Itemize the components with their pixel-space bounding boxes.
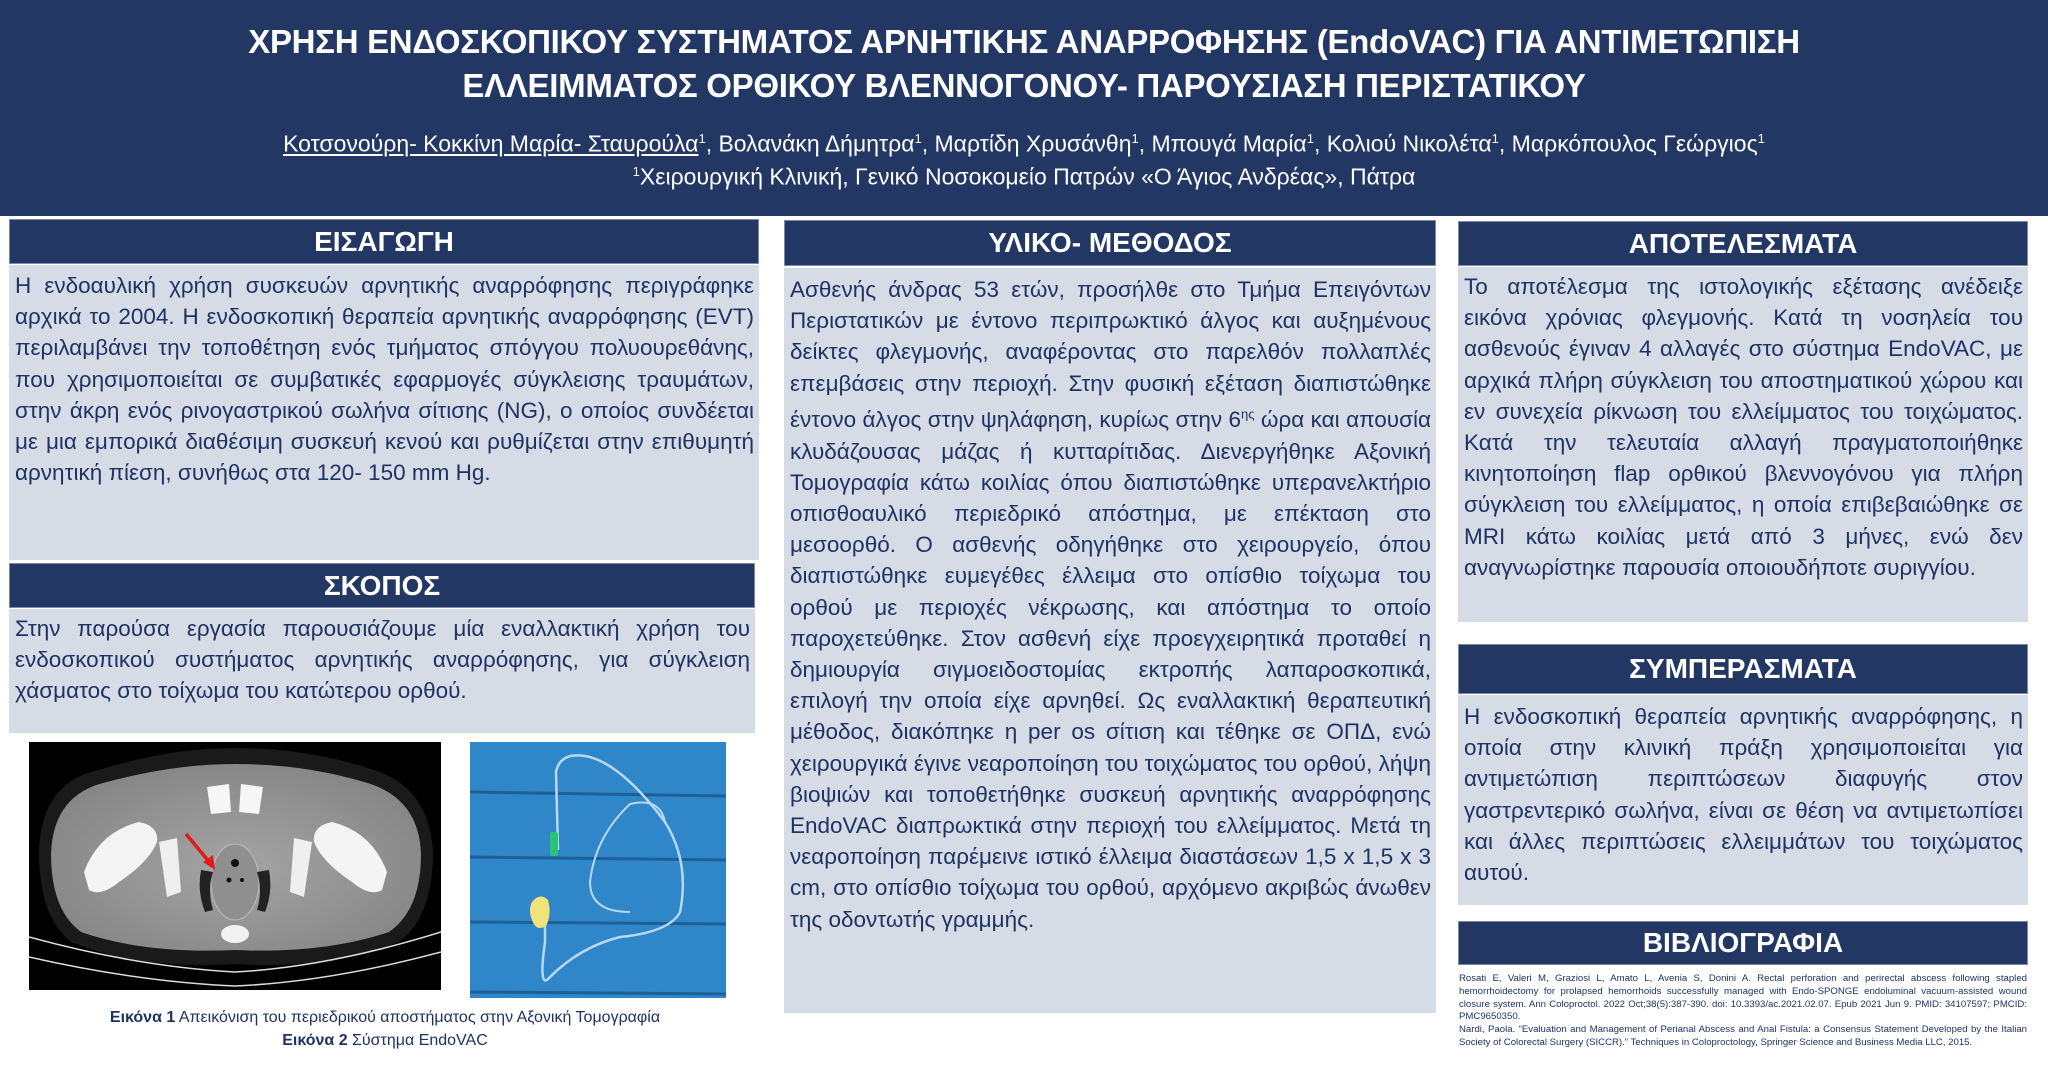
methods-heading-text: ΥΛΙΚΟ- ΜΕΘΟΔΟΣ — [988, 227, 1232, 258]
conclusions-heading-text: ΣΥΜΠΕΡΑΣΜΑΤΑ — [1629, 653, 1857, 684]
references-heading-text: ΒΙΒΛΙΟΓΡΑΦΙΑ — [1642, 927, 1844, 958]
figure-1-label: Εικόνα 1 — [109, 1009, 176, 1026]
author-affil-sup: 1 — [1131, 131, 1139, 146]
results-body — [1458, 267, 2028, 622]
conclusions-text: Η ενδοσκοπική θεραπεία αρνητικής αναρρόφησης, η οποία στην κλινική πράξη χρησιμοποιείται για αντιμετώπιση περιπτώσεων διαφυγής στον γαστρεντερικό σωλήνα, είναι σε θέση να αντιμετωπίσει και άλλες περιπτώσεις ελλειμμάτων του τοιχώματος αυτού. — [1464, 704, 2023, 886]
author-name: Μαρκόπουλος Γεώργιος — [1511, 130, 1758, 157]
methods-sup: ης — [1241, 406, 1255, 422]
author-separator: , — [1498, 130, 1512, 157]
ct-rectum — [211, 844, 259, 920]
conclusions-body — [1458, 695, 2028, 905]
ct-coccyx — [221, 925, 249, 943]
methods-text — [790, 277, 1431, 932]
figure-2-label: Εικόνα 2 — [282, 1032, 348, 1049]
intro-heading — [9, 219, 759, 264]
results-heading — [1458, 221, 2028, 266]
affiliation — [0, 157, 2048, 192]
author-affil-sup: 1 — [914, 131, 922, 146]
aim-body — [9, 609, 755, 733]
ct-scan-image — [29, 742, 441, 990]
figure-ct-scan — [29, 742, 441, 990]
author-affil-sup: 1 — [698, 131, 706, 146]
methods-body — [784, 268, 1436, 1013]
aim-text: Στην παρούσα εργασία παρουσιάζουμε μία εναλλακτική χρήση του ενδοσκοπικού συστήματος αρνητικής αναρρόφησης, για σύγκλειση χάσματος στο τοίχωμα του κατώτερου ορθού. — [15, 616, 750, 704]
reference-item: Nardi, Paola. “Evaluation and Management of Perianal Abscess and Anal Fistula: a Consensus Statement Developed by the Italian Society of Colorectal Surgery (SICCR).” Techniques in Coloproctology, Springer Science and Business Media LLC, 2015. — [1459, 1024, 2027, 1048]
results-text: Το αποτέλεσμα της ιστολογικής εξέτασης ανέδειξε εικόνα χρόνιας φλεγμονής. Κατά τη νοσηλεία του ασθενούς έγιναν 4 αλλαγές στο σύστημα EndoVAC, με αρχικά πλήρη σύγκλειση του αποστηματικού χώρου και εν συνεχεία ρίκνωση του ελλείμματος του τοιχώματος. Κατά την τελευταία αλλαγή πραγματοποιήθηκε κινητοποίηση flap ορθικού βλεννογόνου για πλήρη σύγκλειση του ελλείμματος, η οποία επιβεβαιώθηκε σε MRI κάτω κοιλίας μετά από 3 μήνες, ενώ δεν αναγνωρίστηκε παρουσία οποιουδήποτε συριγγίου. — [1464, 274, 2023, 580]
author-separator: , — [1313, 130, 1327, 157]
figure-1-caption-text: Απεικόνιση του περιεδρικού αποστήματος στην Αξονική Τομογραφία — [175, 1009, 661, 1026]
author-separator: , — [705, 130, 719, 157]
endovac-photo-image — [470, 742, 726, 998]
conclusions-heading — [1458, 644, 2028, 694]
intro-text: Η ενδοαυλική χρήση συσκευών αρνητικής αναρρόφησης περιγράφηκε αρχικά το 2004. Η ενδοσκοπική θεραπεία αρνητικής αναρρόφησης (EVT) περιλαμβάνει την τοποθέτηση ενός τμήματος σπόγγου πολυουρεθάνης, που χρησιμοποιείται σε συμβατικές εφαρμογές σύγκλεισης τραυμάτων, στην άκρη ενός ρινογαστρικού σωλήνα σίτισης (NG), ο οποίος συνδέεται με μια εμπορικά διαθέσιμη συσκευή κενού και ρυθμίζεται στην επιθυμητή αρνητική πίεση, συνήθως στα 120- 150 mm Hg. — [15, 273, 754, 486]
methods-text-part-2: ώρα και απουσία κλυδάζουσας μάζας ή κυτταρίτιδας. Διενεργήθηκε Αξονική Τομογραφία κάτω κοιλίας όπου διαπιστώθηκε υπερανελκτήριο οπισθοαυλικό περιεδρικό απόστημα, με επέκταση στο μεσοορθό. Ο ασθενής οδηγήθηκε στο χειρουργείο, όπου διαπιστώθηκε ευμεγέθες έλλειμα στο οπίσθιο τοίχωμα του ορθού με περιοχές νέκρωσης, και απόστημα το οποίο παροχετεύθηκε. Στον ασθενή είχε προεγχειρητικά προταθεί η δημιουργία σιγμοειδοστομίας εκτροπής λαπαροσκοπικά, επιλογή την οποία είχε αρνηθεί. Ως εναλλακτική θεραπευτική μέθοδος, διακόπηκε η per os σίτιση και τέθηκε σε ΟΠΔ, ενώ χειρουργικά έγινε νεαροποίηση του τοιχώματος του ορθού, λήψη βιοψιών και τοποθετήθηκε συσκευή αρνητικής αναρρόφησης EndoVAC διαπρωκτικά στην περιοχή του ελλείμματος. Μετά τη νεαροποίηση παρέμεινε ιστικό έλλειμα διαστάσεων 1,5 x 1,5 x 3 cm, στο οπίσθιο τοίχωμα του ορθού, αρχόμενο ακριβώς άνωθεν της οδοντωτής γραμμής. — [790, 407, 1431, 932]
figure-1-caption — [0, 1007, 770, 1029]
intro-heading-text: ΕΙΣΑΓΩΓΗ — [314, 226, 454, 257]
references-heading — [1458, 921, 2028, 965]
green-connector-icon — [550, 832, 558, 856]
author-affil-sup: 1 — [1757, 131, 1765, 146]
figure-2-caption — [0, 1030, 770, 1052]
poster-header — [0, 0, 2048, 216]
author-affil-sup: 1 — [1491, 131, 1499, 146]
title-line-1: ΧΡΗΣΗ ΕΝΔΟΣΚΟΠΙΚΟΥ ΣΥΣΤΗΜΑΤΟΣ ΑΡΝΗΤΙΚΗΣ ΑΝΑΡΡΟΦΗΣΗΣ (EndoVAC) ΓΙΑ ΑΝΤΙΜΕΤΩΠΙΣΗ — [248, 23, 1800, 60]
reference-item: Rosati E, Valeri M, Graziosi L, Amato L, Avenia S, Donini A. Rectal perforation and perirectal abscess following stapled hemorrhoidectomy for prolapsed hemorrhoids successfully managed with Endo-SPONGE endoluminal vacuum-assisted wound closure system. Ann Coloproctol. 2022 Oct;38(5):387-390. doi: 10.3393/ac.2021.02.07. Epub 2021 Jun 9. PMID: 34107597; PMCID: PMC9650350. — [1459, 973, 2027, 1023]
author-separator: , — [1138, 130, 1152, 157]
author-name: Μαρτίδη Χρυσάνθη — [934, 130, 1132, 157]
methods-heading — [784, 220, 1436, 266]
figure-2-caption-text: Σύστημα EndoVAC — [347, 1032, 488, 1049]
affiliation-text: Χειρουργική Κλινική, Γενικό Νοσοκομείο Πατρών «Ο Άγιος Ανδρέας», Πάτρα — [639, 163, 1416, 190]
methods-text-part-1: Ασθενής άνδρας 53 ετών, προσήλθε στο Τμήμα Επειγόντων Περιστατικών με έντονο περιπρωκτικό άλγος και αυξημένους δείκτες φλεγμονής, αναφέροντας στο παρελθόν πολλαπλές επεμβάσεις στην περιοχή. Στην φυσική εξέταση διαπιστώθηκε έντονο άλγος στην ψηλάφηση, κυρίως στην 6 — [790, 277, 1431, 433]
author-list — [0, 124, 2048, 159]
author-separator: , — [921, 130, 935, 157]
author-name: Βολανάκη Δήμητρα — [718, 130, 915, 157]
author-name: Μπουγά Μαρία — [1151, 130, 1307, 157]
poster-title — [0, 20, 2048, 108]
title-line-2: ΕΛΛΕΙΜΜΑΤΟΣ ΟΡΘΙΚΟΥ ΒΛΕΝΝΟΓΟΝΟΥ- ΠΑΡΟΥΣΙΑΣΗ ΠΕΡΙΣΤΑΤΙΚΟΥ — [462, 67, 1586, 104]
aim-heading — [9, 563, 755, 608]
author-affil-sup: 1 — [1306, 131, 1314, 146]
figure-endovac-photo — [470, 742, 726, 998]
author-name: Κολιού Νικολέτα — [1326, 130, 1492, 157]
intro-body — [9, 265, 759, 560]
results-heading-text: ΑΠΟΤΕΛΕΣΜΑΤΑ — [1628, 228, 1858, 259]
author-name: Κοτσονούρη- Κοκκίνη Μαρία- Σταυρούλα — [283, 130, 699, 157]
affiliation-sup: 1 — [632, 164, 640, 179]
references-list — [1459, 973, 2027, 1050]
aim-heading-text: ΣΚΟΠΟΣ — [323, 570, 441, 601]
